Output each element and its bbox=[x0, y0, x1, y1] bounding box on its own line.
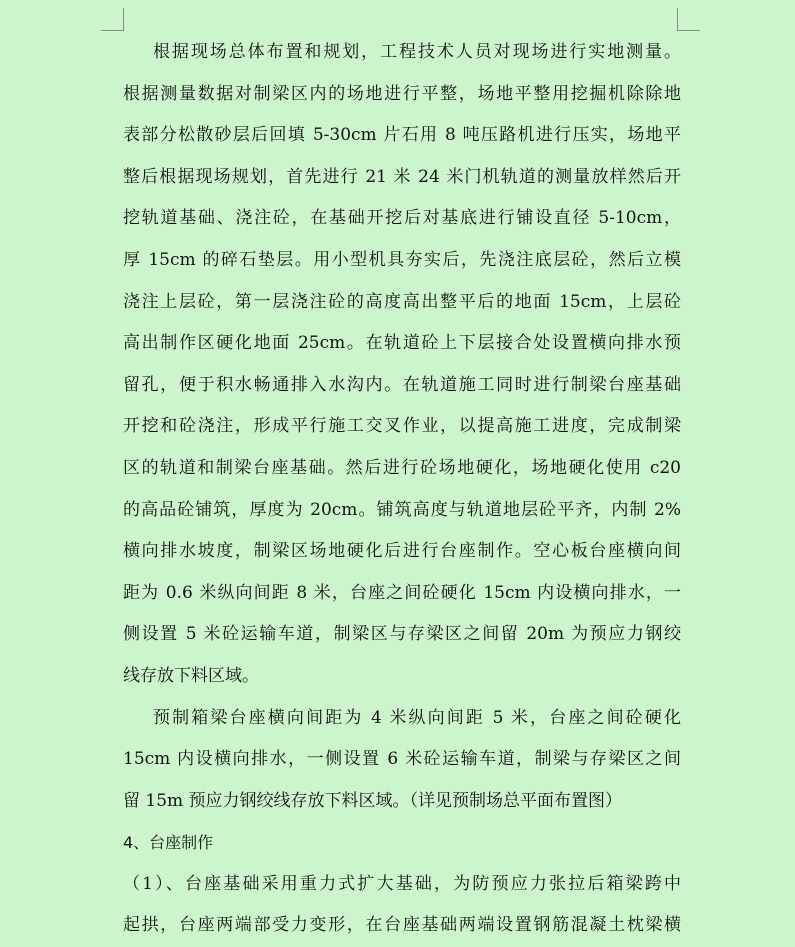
paragraph-line: 预制箱梁台座横向间距为 4 米纵向间距 5 米，台座之间砼硬化 bbox=[153, 707, 681, 728]
paragraph-line: 区的轨道和制梁台座基础。然后进行砼场地硬化，场地硬化使用 c20 bbox=[123, 457, 681, 478]
paragraph-line: 留孔，便于积水畅通排入水沟内。在轨道施工同时进行制梁台座基础 bbox=[123, 374, 681, 395]
document-body bbox=[123, 32, 681, 947]
paragraph-line: 侧设置 5 米砼运输车道，制梁区与存梁区之间留 20m 为预应力钢绞 bbox=[123, 624, 681, 645]
paragraph-line: 根据测量数据对制梁区内的场地进行平整，场地平整用挖掘机除除地 bbox=[123, 83, 681, 104]
paragraph-line: 整后根据现场规划，首先进行 21 米 24 米门机轨道的测量放样然后开 bbox=[123, 166, 681, 187]
paragraph-line: 距为 0.6 米纵向间距 8 米，台座之间砼硬化 15cm 内设横向排水，一 bbox=[123, 582, 681, 603]
paragraph-line: 浇注上层砼，第一层浇注砼的高度高出整平后的地面 15cm，上层砼 bbox=[123, 291, 681, 312]
paragraph-line: 开挖和砼浇注，形成平行施工交叉作业，以提高施工进度，完成制梁 bbox=[123, 416, 681, 437]
paragraph-line: 根据现场总体布置和规划，工程技术人员对现场进行实地测量。 bbox=[153, 42, 681, 62]
paragraph-line: 的高品砼铺筑，厚度为 20cm。铺筑高度与轨道地层砼平齐，内制 2% bbox=[123, 499, 681, 520]
paragraph-line: 起拱，台座两端部受力变形，在台座基础两端设置钢筋混凝土枕梁横 bbox=[123, 915, 681, 936]
paragraph-line: 厚 15cm 的碎石垫层。用小型机具夯实后，先浇注底层砼，然后立模 bbox=[123, 249, 681, 270]
page-corner-mark-top-left bbox=[101, 8, 124, 31]
paragraph-line: 15cm 内设横向排水，一侧设置 6 米砼运输车道，制梁与存梁区之间 bbox=[123, 749, 681, 770]
paragraph-line: （1）、台座基础采用重力式扩大基础，为防预应力张拉后箱梁跨中 bbox=[123, 873, 681, 894]
section-heading: 4、台座制作 bbox=[123, 833, 214, 853]
paragraph-line: 横向排水坡度，制梁区场地硬化后进行台座制作。空心板台座横向间 bbox=[123, 541, 681, 562]
paragraph-line: 留 15m 预应力钢绞线存放下料区域。（详见预制场总平面布置图） bbox=[123, 790, 623, 811]
paragraph-line: 高出制作区硬化地面 25cm。在轨道砼上下层接合处设置横向排水预 bbox=[123, 333, 681, 354]
paragraph-line: 挖轨道基础、浇注砼，在基础开挖后对基底进行铺设直径 5-10cm， bbox=[123, 208, 681, 229]
paragraph-line: 表部分松散砂层后回填 5-30cm 片石用 8 吨压路机进行压实，场地平 bbox=[123, 125, 681, 146]
paragraph-line: 线存放下料区域。 bbox=[123, 665, 259, 686]
page-corner-mark-top-right bbox=[677, 8, 700, 31]
